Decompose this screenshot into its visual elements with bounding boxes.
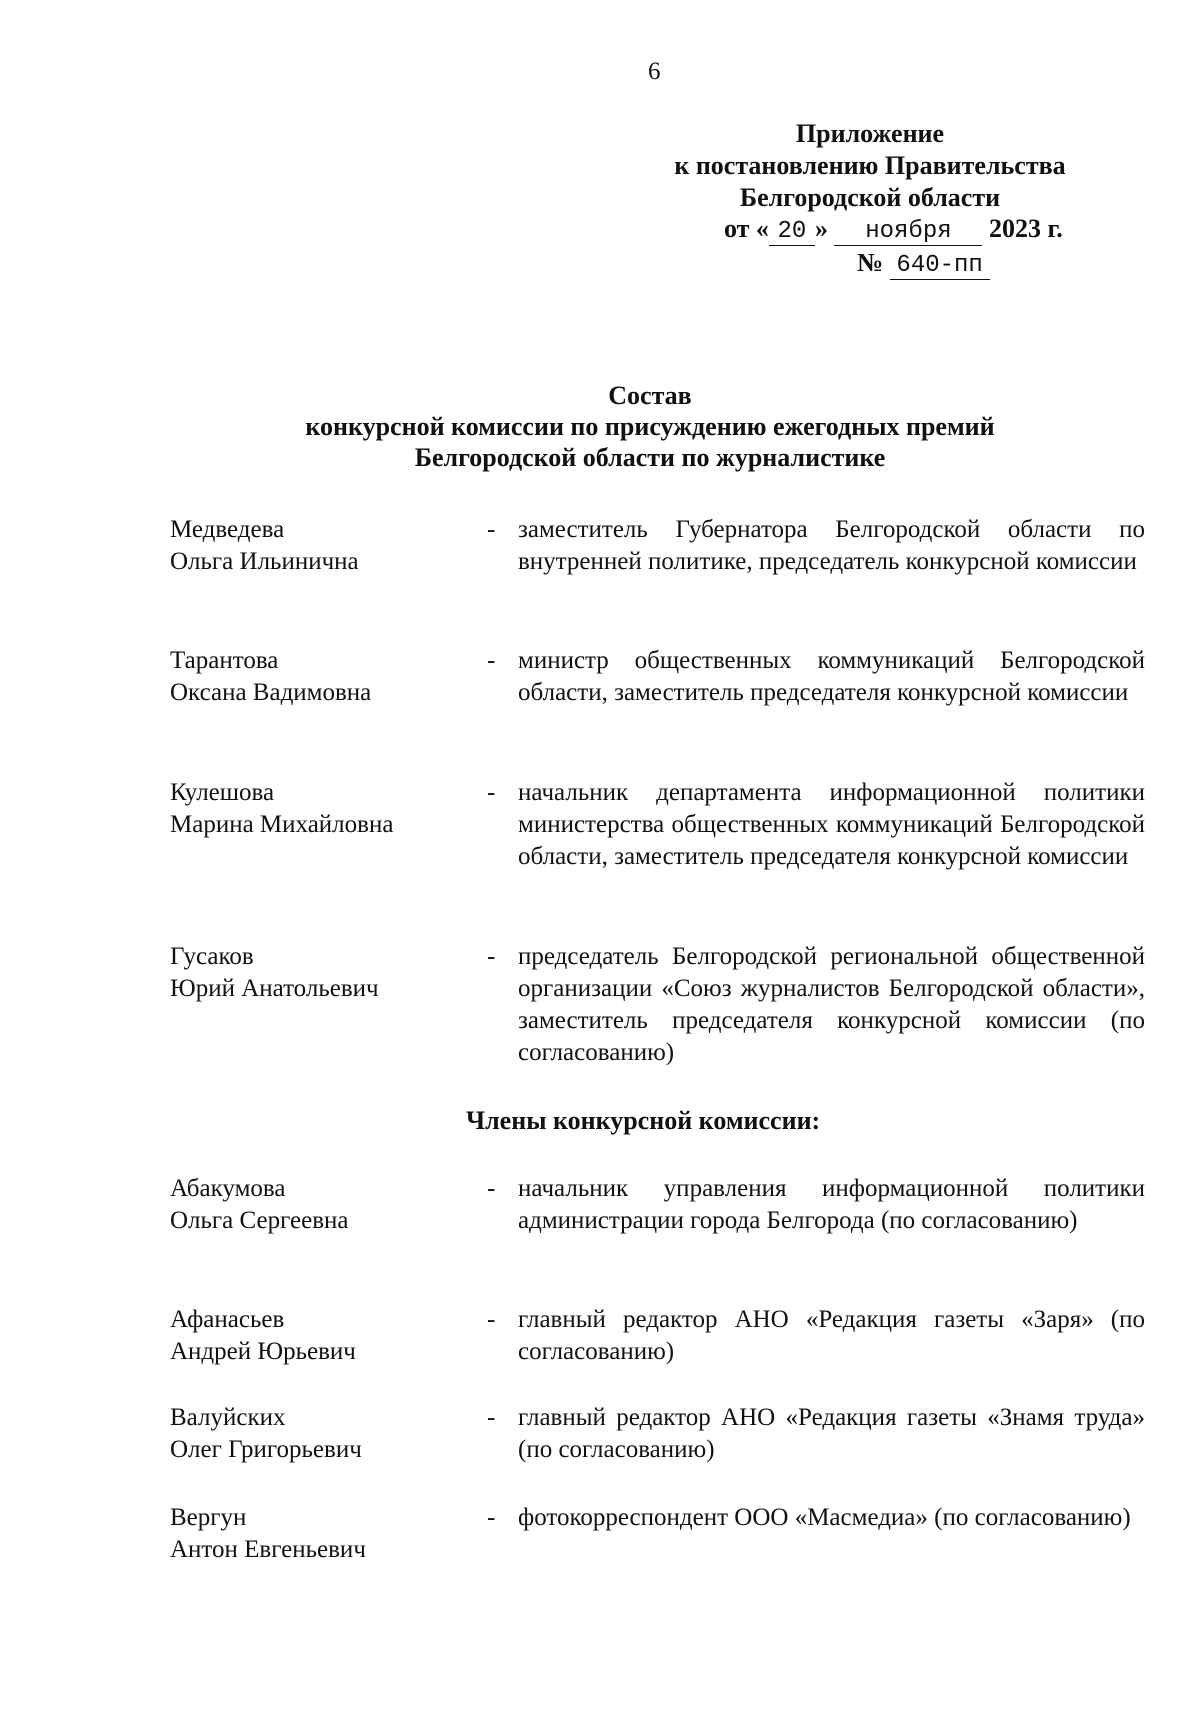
dash: - bbox=[487, 943, 496, 970]
person-name bbox=[170, 1402, 470, 1466]
number-prefix: № bbox=[857, 248, 884, 277]
role-description: начальник управления информационной политики администрации города Белгорода (по согласованию) bbox=[518, 1175, 1145, 1234]
surname: Тарантова bbox=[170, 647, 279, 674]
number-value: 640-пп bbox=[890, 253, 990, 280]
role-description: начальник департамента информационной политики министерства общественных коммуникаций Белгородской области, заместитель председателя конкурсной комиссии bbox=[518, 779, 1145, 870]
surname: Абакумова bbox=[170, 1175, 286, 1202]
role-description: председатель Белгородской региональной общественной организации «Союз журналистов Белгородской области», заместитель председателя конкурсной комиссии (по согласованию) bbox=[518, 943, 1145, 1066]
dash: - bbox=[487, 1306, 496, 1333]
role-description: главный редактор АНО «Редакция газеты «Заря» (по согласованию) bbox=[518, 1306, 1145, 1365]
members-heading: Члены конкурсной комиссии: bbox=[466, 1106, 821, 1135]
dash: - bbox=[487, 1504, 496, 1531]
role-description: главный редактор АНО «Редакция газеты «Знамя труда» (по согласованию) bbox=[518, 1404, 1145, 1463]
appendix-ref: к постановлению Правительства bbox=[674, 151, 1066, 180]
given-names: Ольга Ильинична bbox=[170, 548, 359, 575]
dash: - bbox=[487, 647, 496, 674]
person-name bbox=[170, 514, 470, 578]
appendix-date bbox=[724, 214, 1063, 246]
surname: Гусаков bbox=[170, 943, 254, 970]
person-name bbox=[170, 645, 470, 709]
date-mid: » bbox=[814, 214, 828, 243]
role-description: заместитель Губернатора Белгородской области по внутренней политике, председатель конкурсной комиссии bbox=[518, 516, 1145, 575]
person-name bbox=[170, 941, 470, 1005]
title-line-3: Белгородской области по журналистике bbox=[414, 443, 886, 472]
given-names: Олег Григорьевич bbox=[170, 1436, 362, 1463]
given-names: Ольга Сергеевна bbox=[170, 1207, 349, 1234]
surname: Медведева bbox=[170, 516, 285, 543]
role-description: министр общественных коммуникаций Белгородской области, заместитель председателя конкурсной комиссии bbox=[518, 647, 1145, 706]
document-title bbox=[0, 380, 1200, 473]
appendix-block bbox=[630, 118, 1190, 214]
person-name bbox=[170, 1173, 470, 1237]
date-year: 2023 г. bbox=[988, 214, 1063, 243]
given-names: Антон Евгеньевич bbox=[170, 1536, 366, 1563]
dash: - bbox=[487, 779, 496, 806]
dash: - bbox=[487, 516, 496, 543]
surname: Валуйских bbox=[170, 1404, 286, 1431]
appendix-number bbox=[857, 248, 990, 280]
surname: Кулешова bbox=[170, 779, 275, 806]
given-names: Оксана Вадимовна bbox=[170, 679, 372, 706]
title-line-1: Состав bbox=[608, 381, 692, 410]
appendix-title: Приложение bbox=[795, 119, 945, 148]
given-names: Андрей Юрьевич bbox=[170, 1338, 356, 1365]
given-names: Марина Михайловна bbox=[170, 811, 394, 838]
person-name bbox=[170, 1304, 470, 1368]
surname: Афанасьев bbox=[170, 1306, 285, 1333]
page-number: 6 bbox=[648, 58, 661, 85]
dash: - bbox=[487, 1404, 496, 1431]
surname: Вергун bbox=[170, 1504, 247, 1531]
dash: - bbox=[487, 1175, 496, 1202]
given-names: Юрий Анатольевич bbox=[170, 975, 379, 1002]
appendix-region: Белгородской области bbox=[739, 183, 1001, 212]
date-month: ноября bbox=[834, 219, 982, 246]
date-day: 20 bbox=[769, 219, 815, 246]
title-line-2: конкурсной комиссии по присуждению ежегодных премий bbox=[305, 412, 995, 441]
date-prefix: от « bbox=[724, 214, 769, 243]
role-description: фотокорреспондент ООО «Масмедиа» (по согласованию) bbox=[518, 1504, 1131, 1531]
person-name bbox=[170, 777, 470, 841]
person-name bbox=[170, 1502, 470, 1566]
